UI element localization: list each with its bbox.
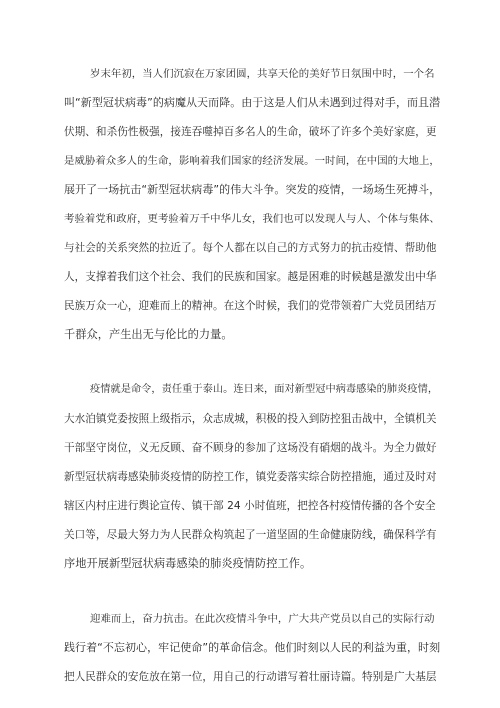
paragraph-line: 迎难而上，奋力抗击。在此次疫情斗争中，广大共产党员以自己的实际行动 <box>90 613 435 625</box>
paragraph-line: 千群众，产生出无与伦比的力量。 <box>64 328 233 341</box>
paragraph-line: 人，支撑着我们这个社会、我们的民族和国家。越是困难的时候越是激发出中华 <box>64 271 437 283</box>
paragraph-line: 关口等，尽最大努力为人民群众构筑起了一道坚固的生命健康防线，确保科学有 <box>64 529 437 541</box>
paragraph-line: 展开了一场抗击“新型冠状病毒”的伟大斗争。突发的疫情，一场场生死搏斗， <box>64 183 441 196</box>
paragraph-line: 把人民群众的安危放在第一位，用自己的行动谱写着壮丽诗篇。特别是广大基层 <box>64 671 437 683</box>
paragraph-line: 民族万众一心，迎难而上的精神。在这个时候，我们的党带领着广大党员团结万 <box>64 300 437 312</box>
paragraph-line: 岁末年初，当人们沉寂在万家团圆，共享天伦的美好节日氛围中时，一个名 <box>90 68 435 80</box>
paragraph-line: 疫情就是命令，责任重于泰山。连日来，面对新型冠中病毒感染的肺炎疫情， <box>90 384 439 395</box>
paragraph-line: 新型冠状病毒感染肺炎疫情的防控工作，镇党委落实综合防控措施，通过及时对 <box>64 471 437 483</box>
paragraph-line: 伏期、和杀伤性极强，接连吞噬掉百多名人的生命，破坏了许多个美好家庭，更 <box>64 126 437 138</box>
paragraph-line: 与社会的关系突然的拉近了。每个人都在以自己的方式努力的抗击疫情、帮助他 <box>64 242 437 254</box>
paragraph-line: 是威胁着众多人的生命，影响着我们国家的经济发展。一时间，在中国的大地上， <box>64 155 440 167</box>
paragraph-line: 践行着“不忘初心，牢记使命”的革命信念。他们时刻以人民的利益为重，时刻 <box>64 641 441 654</box>
paragraph-line: 大水泊镇党委按照上级指示，众志成城，积极的投入到防控狙击战中，全镇机关 <box>64 413 437 425</box>
paragraph-line: 辖区内村庄进行舆论宣传、镇干部 24 小时值班，把控各村疫情传播的各个安全 <box>64 500 436 512</box>
paragraph-line: 考验着党和政府，更考验着万千中华儿女，我们也可以发现人与人、个体与集体、 <box>64 213 440 225</box>
paragraph-line: 叫“新型冠状病毒”的病魔从天而降。由于这是人们从未遇到过得对手，而且潜 <box>64 96 441 109</box>
paragraph-line: 序地开展新型冠状病毒感染的肺炎疫情防控工作。 <box>64 557 312 570</box>
paragraph-line: 干部坚守岗位，义无反顾、奋不顾身的参加了这场没有硝烟的战斗。为全力做好 <box>64 442 437 454</box>
